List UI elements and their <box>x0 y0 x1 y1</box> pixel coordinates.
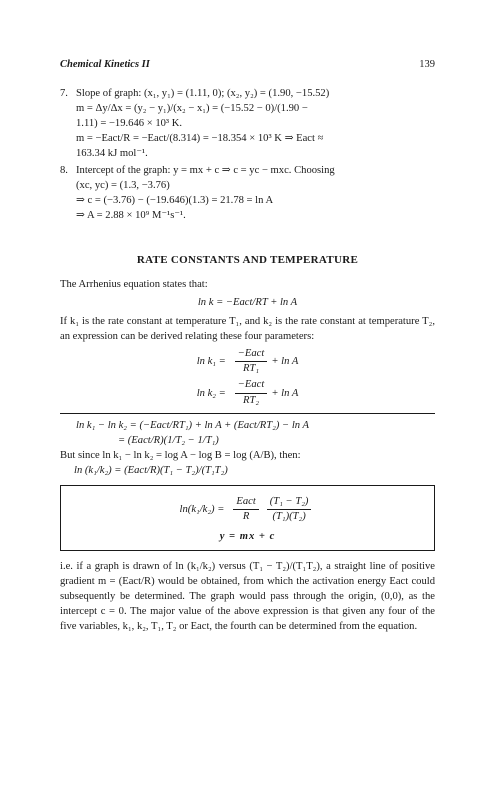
fraction <box>235 379 268 406</box>
slope-points-line: Slope of graph: (x₁, y₁) = (1.11, 0); (x₂, y₂) = (1.90, −15.52) <box>76 88 330 99</box>
fraction-numerator: −Eact <box>235 348 268 362</box>
activation-energy-value: 163.34 kJ mol⁻¹. <box>76 148 148 160</box>
fraction-eact-over-r <box>233 496 258 523</box>
equation-lhs: ln k₁ = <box>196 356 226 368</box>
fraction-numerator: −Eact <box>235 379 268 393</box>
page-body <box>60 86 435 634</box>
item-number: 8. <box>60 165 68 177</box>
fraction-denominator: (T₁)(T₂) <box>272 511 306 522</box>
fraction <box>235 348 268 375</box>
log-identity-line: But since ln k₁ − ln k₂ = log A − log B = log (A/B), then: <box>60 449 301 461</box>
equation-rhs: + ln A <box>271 387 299 399</box>
fraction-denominator: RT₂ <box>243 394 260 406</box>
equation-lnk2 <box>60 379 435 406</box>
chosen-point-line: (xc, yc) = (1.3, −3.76) <box>76 180 170 192</box>
boxed-lhs: ln(k₁/k₂) = <box>179 503 225 515</box>
conclusion-paragraph: i.e. if a graph is drawn of ln (k₁/k₂) versus (T₁ − T₂)/(T₁T₂), a straight line of positive gradient m = (Eact/R) would be obtained, from which the activation energy Eact could subsequently be determined. The graph would pass through the origin, (0,0), as the intercept c = 0. The major value of the above expression is that given any four of the five variables, k₁, k₂, T₁, T₂ or Eact, the fourth can be determined from the equation. <box>60 561 435 633</box>
equation-lhs: ln k₂ = <box>196 387 226 399</box>
section-title: RATE CONSTANTS AND TEMPERATURE <box>136 254 359 267</box>
fraction-numerator: (T₁ − T₂) <box>267 496 312 510</box>
intercept-line: Intercept of the graph: y = mx + c ⇒ c = yc − mxc. Choosing <box>76 165 335 177</box>
intercept-calc-line: ⇒ c = (−3.76) − (−19.646)(1.3) = 21.78 = ln A <box>76 195 274 207</box>
divider-rule <box>60 413 435 414</box>
page-header <box>60 58 435 72</box>
boxed-main-equation <box>71 496 424 523</box>
preexponential-line: ⇒ A = 2.88 × 10⁹ M⁻¹s⁻¹. <box>76 210 186 222</box>
page-number: 139 <box>419 59 435 70</box>
arrhenius-equation: ln k = −Eact/RT + ln A <box>197 296 298 308</box>
boxed-equation <box>60 485 435 551</box>
derivation-line-1: ln k₁ − ln k₂ = (−Eact/RT₁) + ln A + (Eact/RT₂) − ln A <box>76 419 309 431</box>
activation-energy-line: m = −Eact/R = −Eact/(8.314) = −18.354 × 10³ K ⇒ Eact ≈ <box>76 133 324 145</box>
answer-item-8 <box>60 163 435 223</box>
intro-text: The Arrhenius equation states that: <box>60 278 208 290</box>
derivation-intro-paragraph: If k₁ is the rate constant at temperature T₁, and k₂ is the rate constant at temperature T₂, an expression can be derived relating these four parameters: <box>60 315 435 342</box>
fraction-temperature <box>267 496 312 523</box>
fraction-denominator: R <box>242 511 250 522</box>
equation-rhs: + ln A <box>271 356 299 368</box>
derivation-line-3: ln (k₁/k₂) = (Eact/R)(T₁ − T₂)/(T₁T₂) <box>74 464 228 476</box>
derivation-line-2: = (Eact/R)(1/T₂ − 1/T₁) <box>118 434 219 446</box>
answer-item-7 <box>60 86 435 161</box>
equation-lnk1 <box>60 348 435 375</box>
fraction-numerator: Eact <box>233 496 258 510</box>
slope-calc-line: m = Δy/Δx = (y₂ − y₁)/(x₂ − x₁) = (−15.52 − 0)/(1.90 − <box>76 103 308 115</box>
fraction-denominator: RT₁ <box>243 363 260 375</box>
linear-form-equation: y = mx + c <box>219 531 276 543</box>
running-title: Chemical Kinetics II <box>60 59 150 70</box>
item-number: 7. <box>60 88 68 99</box>
slope-result-line: 1.11) = −19.646 × 10³ K. <box>76 118 183 130</box>
